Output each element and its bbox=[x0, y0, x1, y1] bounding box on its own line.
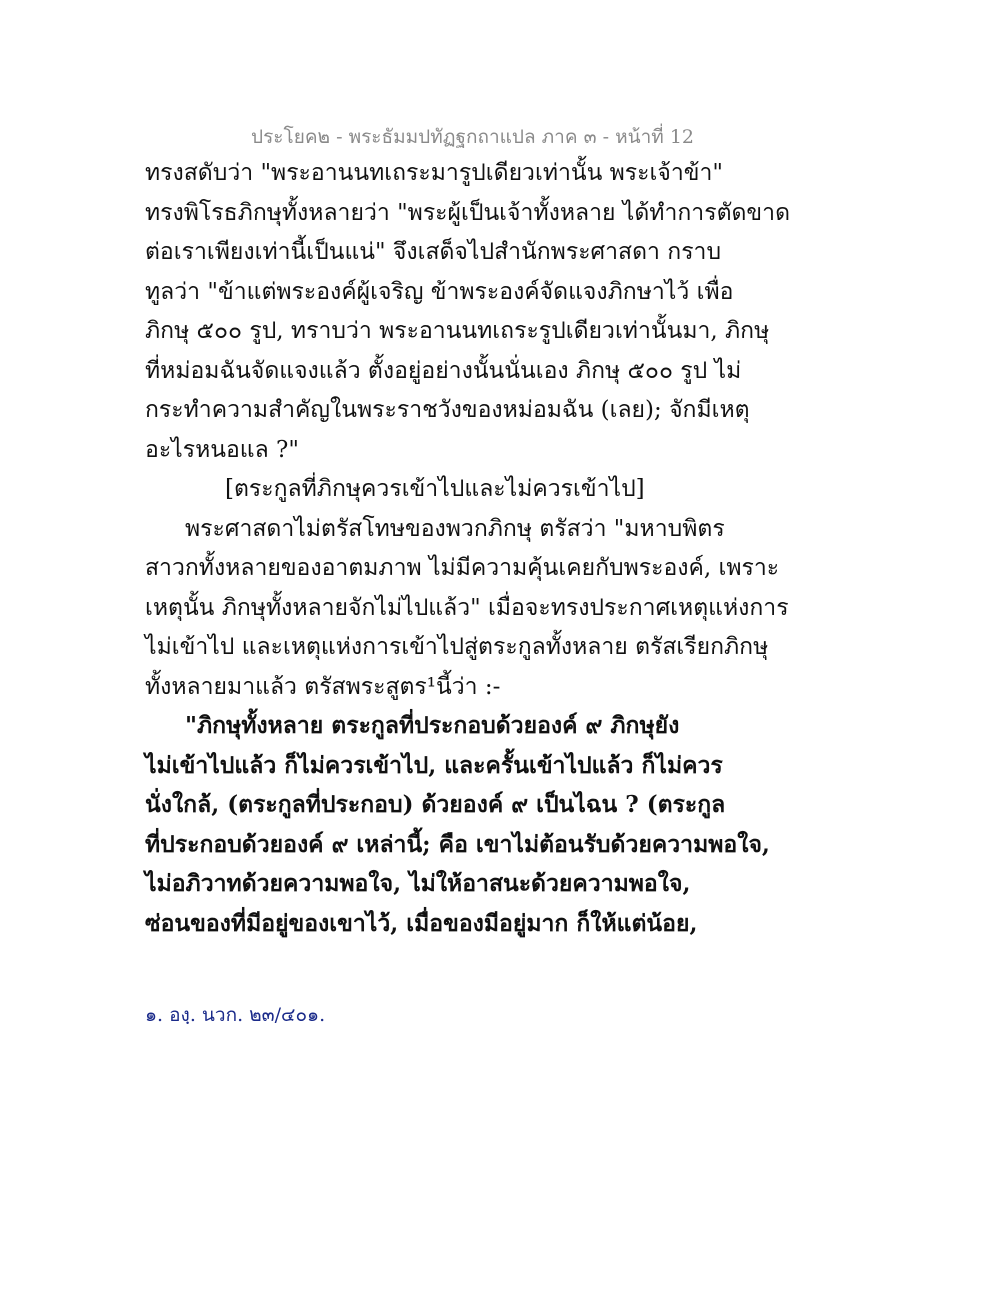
quote-line-4: ที่ประกอบด้วยองค์ ๙ เหล่านี้; คือ เขาไม่ต้อนรับด้วยความพอใจ, bbox=[145, 831, 770, 858]
text-line-3: ต่อเราเพียงเท่านี้เป็นแน่" จึงเสด็จไปสำนักพระศาสดา กราบ bbox=[145, 239, 722, 265]
text-line-14: ทั้งหลายมาแล้ว ตรัสพระสูตร¹นี้ว่า :- bbox=[145, 674, 501, 700]
footnote: ๑. องฺ. นวก. ๒๓/๔๐๑. bbox=[145, 1004, 326, 1026]
text-line-7: กระทำความสำคัญในพระราชวังของหม่อมฉัน (เลย); จักมีเหตุ bbox=[145, 397, 750, 423]
section-heading: [ตระกูลที่ภิกษุควรเข้าไปและไม่ควรเข้าไป] bbox=[225, 476, 645, 502]
quote-line-1: "ภิกษุทั้งหลาย ตระกูลที่ประกอบด้วยองค์ ๙ ภิกษุยัง bbox=[185, 712, 680, 739]
quote-line-5: ไม่อภิวาทด้วยความพอใจ, ไม่ให้อาสนะด้วยความพอใจ, bbox=[145, 870, 691, 897]
text-line-11: สาวกทั้งหลายของอาตมภาพ ไม่มีความคุ้นเคยกับพระองค์, เพราะ bbox=[145, 555, 780, 581]
text-line-10: พระศาสดาไม่ตรัสโทษของพวกภิกษุ ตรัสว่า "มหาบพิตร bbox=[185, 516, 725, 542]
text-line-8: อะไรหนอแล ?" bbox=[145, 437, 299, 463]
page-header: ประโยค๒ - พระธัมมปทัฏฐกถาแปล ภาค ๓ - หน้าที่ 12 bbox=[251, 126, 694, 148]
quote-line-2: ไม่เข้าไปแล้ว ก็ไม่ควรเข้าไป, และครั้นเข้าไปแล้ว ก็ไม่ควร bbox=[145, 752, 723, 779]
text-line-1: ทรงสดับว่า "พระอานนทเถระมารูปเดียวเท่านั้น พระเจ้าข้า" bbox=[145, 160, 723, 186]
quote-line-3: นั่งใกล้, (ตระกูลที่ประกอบ) ด้วยองค์ ๙ เป็นไฉน ? (ตระกูล bbox=[145, 791, 726, 818]
text-line-6: ที่หม่อมฉันจัดแจงแล้ว ตั้งอยู่อย่างนั้นนั่นเอง ภิกษุ ๕๐๐ รูป ไม่ bbox=[145, 358, 742, 384]
text-line-5: ภิกษุ ๕๐๐ รูป, ทราบว่า พระอานนทเถระรูปเดียวเท่านั้นมา, ภิกษุ bbox=[145, 318, 770, 344]
quote-line-6: ซ่อนของที่มีอยู่ของเขาไว้, เมื่อของมีอยู่มาก ก็ให้แต่น้อย, bbox=[145, 910, 698, 937]
text-line-12: เหตุนั้น ภิกษุทั้งหลายจักไม่ไปแล้ว" เมื่อจะทรงประกาศเหตุแห่งการ bbox=[145, 595, 789, 621]
text-line-2: ทรงพิโรธภิกษุทั้งหลายว่า "พระผู้เป็นเจ้าทั้งหลาย ได้ทำการตัดขาด bbox=[145, 200, 791, 226]
text-line-4: ทูลว่า "ข้าแต่พระองค์ผู้เจริญ ข้าพระองค์จัดแจงภิกษาไว้ เพื่อ bbox=[145, 279, 734, 305]
text-line-13: ไม่เข้าไป และเหตุแห่งการเข้าไปสู่ตระกูลทั้งหลาย ตรัสเรียกภิกษุ bbox=[145, 634, 769, 660]
